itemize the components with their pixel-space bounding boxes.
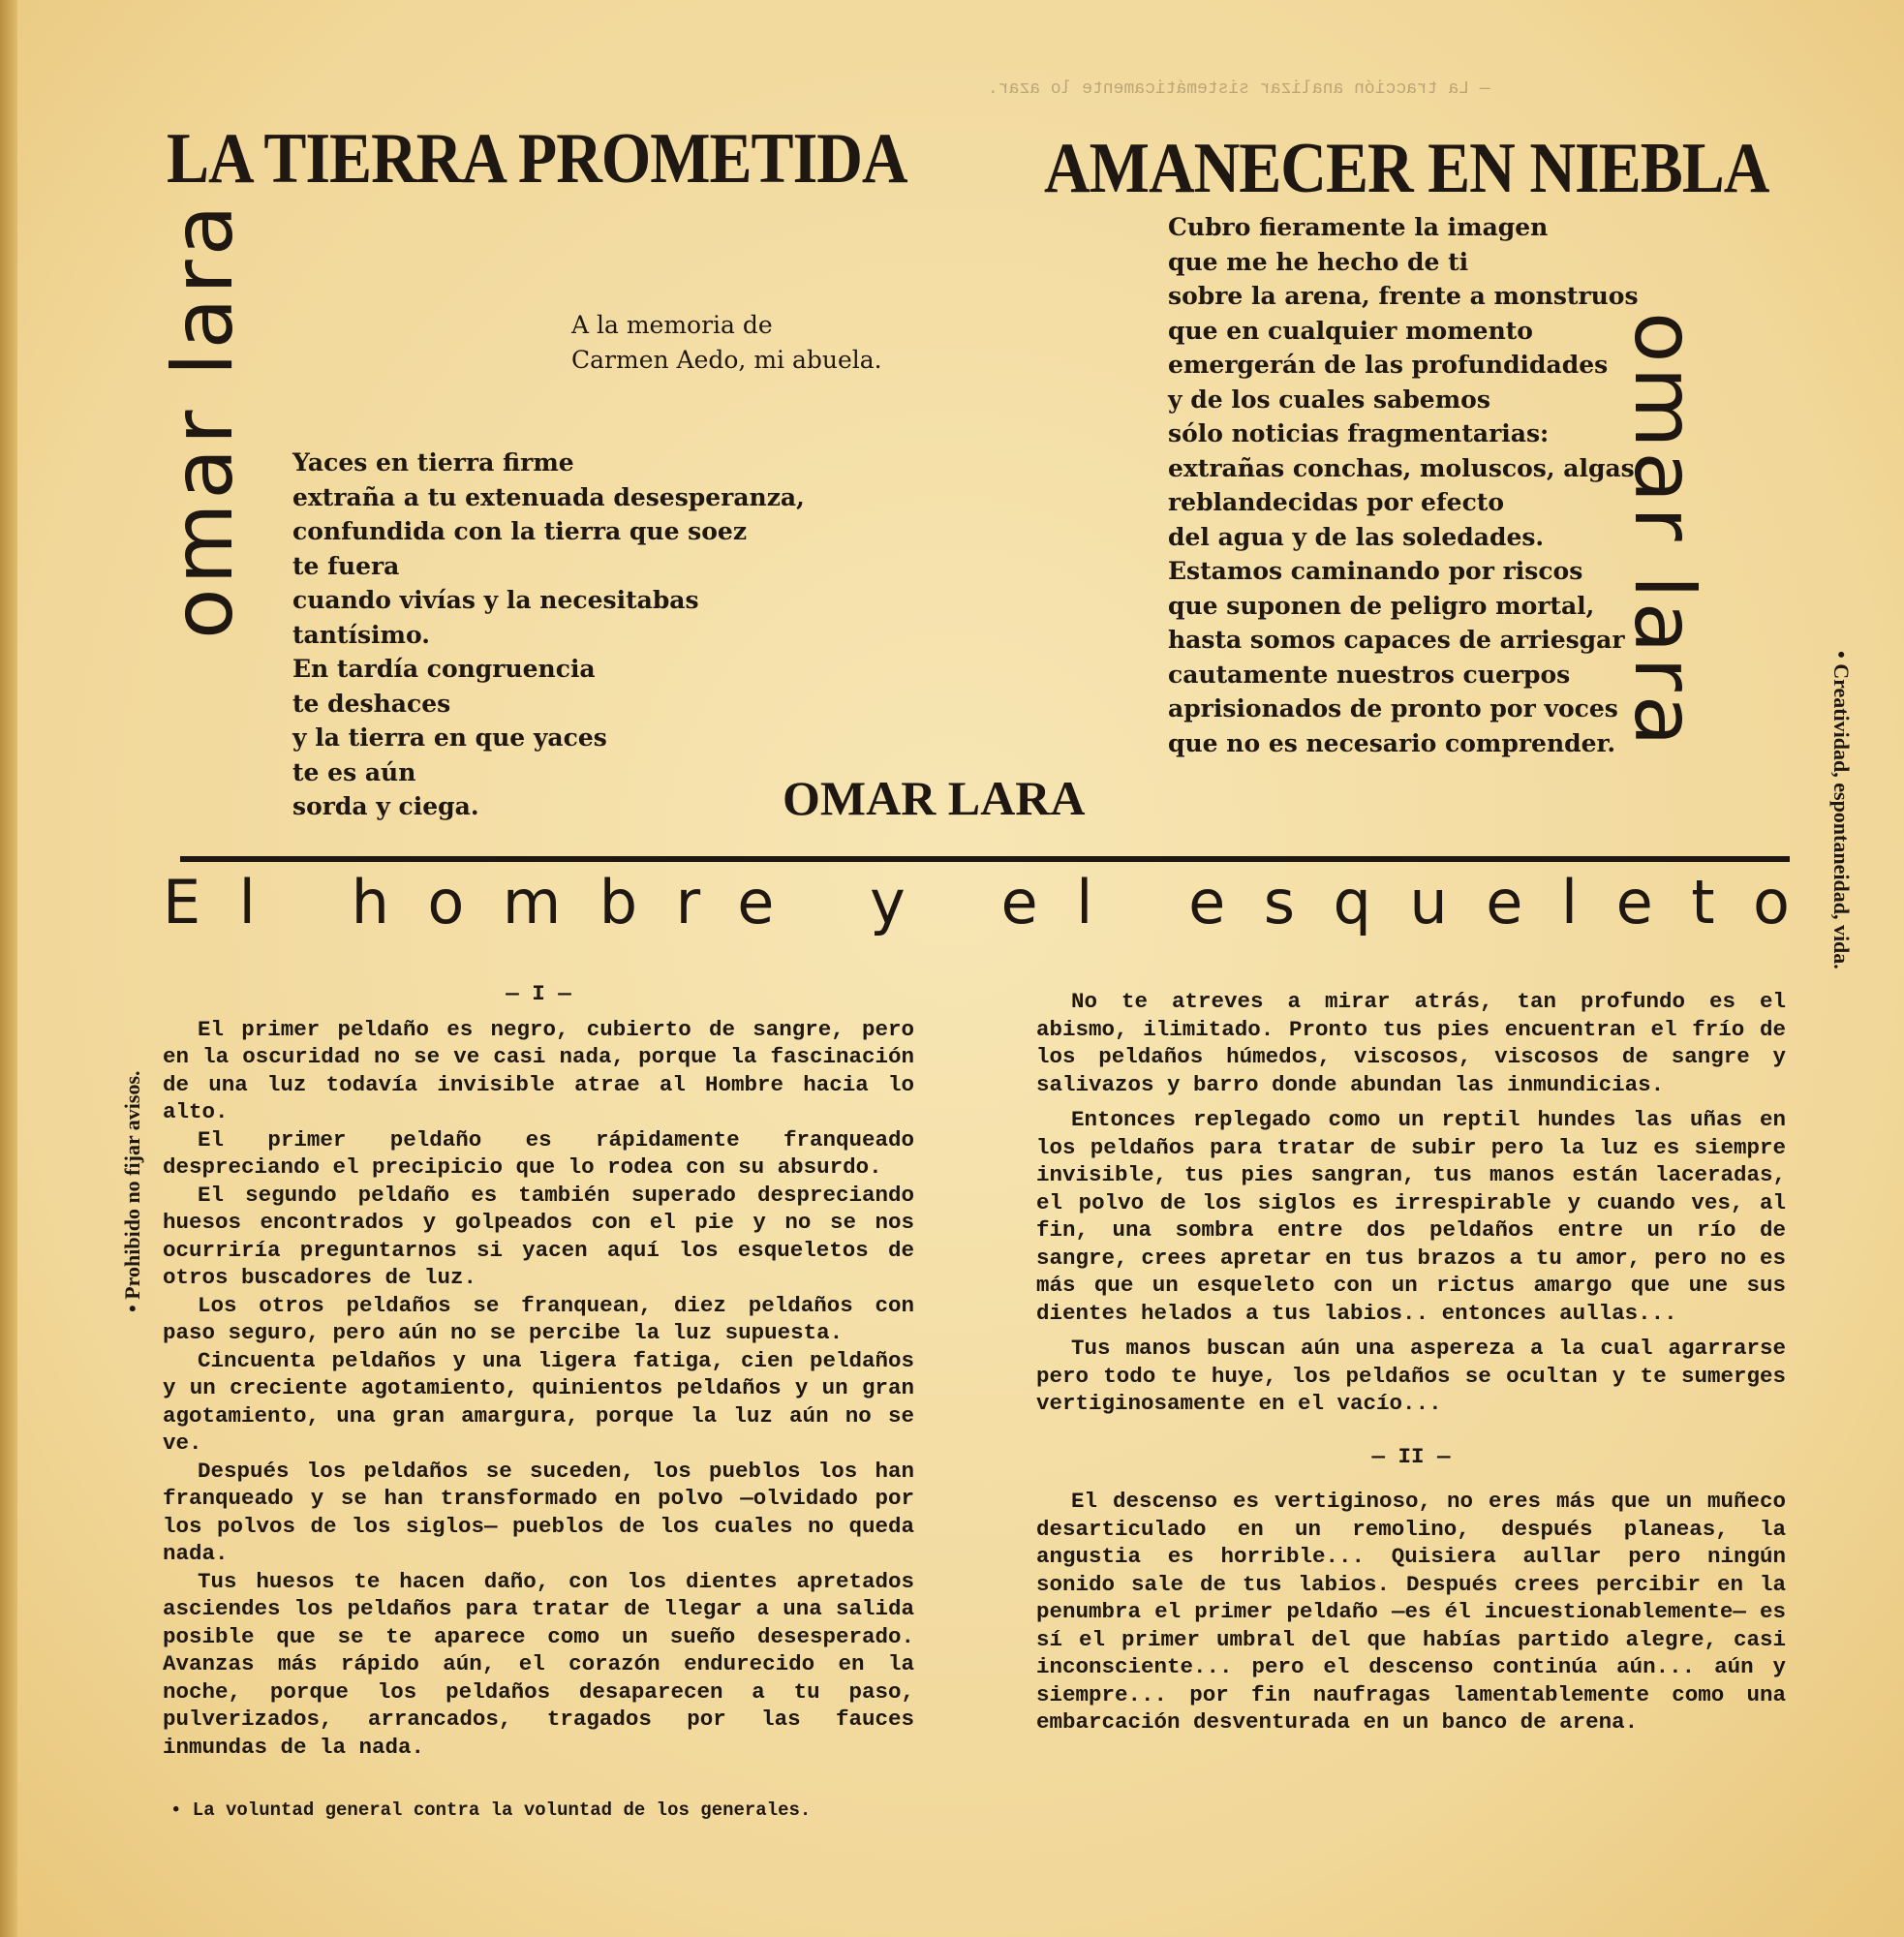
story-paragraph: Cincuenta peldaños y una ligera fatiga, cien peldaños y un creciente agotamiento, quinientos peldaños y un gran agotamiento, una gran amargura, porque la luz aún no se ve. xyxy=(163,1347,914,1456)
poem-line: cuando vivías y la necesitabas xyxy=(292,586,699,614)
story-column-right xyxy=(1036,988,1786,1737)
poem-line: sólo noticias fragmentarias: xyxy=(1168,419,1550,447)
poem-line: sobre la arena, frente a monstruos xyxy=(1168,282,1639,310)
poem-line: Cubro fieramente la imagen xyxy=(1168,213,1549,241)
poem-line: aprisionados de pronto por voces xyxy=(1168,694,1618,723)
story-paragraph: El primer peldaño es negro, cubierto de sangre, pero en la oscuridad no se ve casi nada, porque la fascinación de una luz todavía invisible atrae al Hombre hacia lo alto. xyxy=(163,1016,914,1124)
section-heading-i: — I — xyxy=(506,981,571,1006)
poem-line: te deshaces xyxy=(292,689,451,718)
poem-line: te es aún xyxy=(292,757,416,786)
story-paragraph: Tus huesos te hacen daño, con los dientes apretados asciendes los peldaños para tratar de llegar a una salida posible que se te aparece como un sueño desesperado. Avanzas más rápido aún, el corazón endurecido en la noche, porque los peldaños desaparecen a tu paso, pulverizados, arrancados, tragados por las fauces inmundas de la nada. xyxy=(163,1568,914,1760)
side-note-left: • Prohibido no fijar avisos. xyxy=(120,1070,144,1312)
poem-line: sorda y ciega. xyxy=(292,792,479,820)
story-paragraph: Tus manos buscan aún una aspereza a la cual agarrarse pero todo te huye, los peldaños se ocultan y te sumerges vertiginosamente en el vacío... xyxy=(1036,1336,1786,1416)
poem-line: hasta somos capaces de arriesgar xyxy=(1168,626,1625,654)
story-paragraph: El segundo peldaño es también superado despreciando huesos encontrados y golpeados con el pie y no se nos ocurriría preguntarnos si yacen aquí los esqueletos de otros buscadores de luz. xyxy=(163,1182,914,1290)
poem-line: emergerán de las profundidades xyxy=(1168,351,1609,379)
poem-line: que suponen de peligro mortal, xyxy=(1168,591,1595,620)
story-paragraph: El primer peldaño es rápidamente franqueado despreciando el precipicio que lo rodea con su absurdo. xyxy=(163,1126,914,1180)
story-paragraph: El descenso es vertiginoso, no eres más que un muñeco desarticulado en un remolino, después planeas, la angustia es horrible... Quisiera aullar pero ningún sonido sale de tus labios. Después crees percibir en la penumbra el primer peldaño —es él incuestionablemente— es sí el primer umbral del que habías partido alegre, casi inconsciente... pero el descenso continúa aún... aún y siempre... por fin naufragas lamentablemente como una embarcación desventurada en un banco de arena. xyxy=(1036,1489,1786,1735)
left-poem-body xyxy=(292,446,805,824)
poem-line: y de los cuales sabemos xyxy=(1168,384,1490,414)
section-heading-ii: — II — xyxy=(1371,1443,1451,1469)
story-paragraph: No te atreves a mirar atrás, tan profundo es el abismo, ilimitado. Pronto tus pies encuentran el frío de los peldaños húmedos, viscosos, viscosos de sangre y salivazos y barro donde abundan las inmundicias. xyxy=(1036,989,1786,1097)
dedication xyxy=(571,308,882,378)
story-column-left xyxy=(163,980,914,1761)
right-poem-body xyxy=(1168,210,1639,760)
poem-line: que en cualquier momento xyxy=(1168,316,1533,345)
right-poem-title: AMANECER EN NIEBLA xyxy=(1044,129,1769,208)
poem-line: y la tierra en que yaces xyxy=(292,723,607,752)
poem-line: extraña a tu extenuada desesperanza, xyxy=(292,482,805,511)
section-divider xyxy=(180,856,1790,862)
left-poem-title: LA TIERRA PROMETIDA xyxy=(167,119,907,199)
poem-line: extrañas conchas, moluscos, algas xyxy=(1168,453,1635,482)
poem-line: que me he hecho de ti xyxy=(1168,247,1469,276)
page-edge xyxy=(0,0,17,1937)
dedication-line: A la memoria de xyxy=(571,311,773,339)
story-title: El hombre y el esqueleto xyxy=(163,867,1828,938)
right-vertical-author: omar lara xyxy=(1615,312,1712,751)
author-signature: OMAR LARA xyxy=(783,771,1086,825)
story-paragraph: Después los peldaños se suceden, los pueblos los han franqueado y se han transformado en polvo —olvidado por los polvos de los siglos— pueblos de los cuales no queda nada. xyxy=(163,1458,914,1566)
dedication-line: Carmen Aedo, mi abuela. xyxy=(571,346,882,374)
poem-line: reblandecidas por efecto xyxy=(1168,488,1505,516)
poem-line: Yaces en tierra firme xyxy=(292,448,574,477)
poem-line: cautamente nuestros cuerpos xyxy=(1168,660,1571,689)
story-paragraph: Entonces replegado como un reptil hundes las uñas en los peldaños para tratar de subir pero la luz es siempre invisible, tus pies sangran, tus manos están laceradas, el polvo de los siglos es irrespirable y cuando ves, al fin, una sombra entre dos peldaños entre un río de sangre, crees apretar en tus brazos a tu amor, pero no es más que un esqueleto con un rictus amargo que une sus dientes helados a tus labios.. entonces aullas... xyxy=(1036,1107,1786,1326)
poem-line: que no es necesario comprender. xyxy=(1168,728,1616,757)
poem-line: tantísimo. xyxy=(292,620,430,649)
footnote: • La voluntad general contra la voluntad de los generales. xyxy=(170,1799,812,1821)
side-note-right: • Creatividad, espontaneidad, vida. xyxy=(1829,651,1854,969)
bleed-through-header: — La tracción analizar sistemáticamente lo azar. xyxy=(988,79,1490,99)
poem-line: te fuera xyxy=(292,551,400,580)
left-vertical-author: omar lara xyxy=(155,200,252,639)
poem-line: del agua y de las soledades. xyxy=(1168,522,1545,551)
story-paragraph: Los otros peldaños se franquean, diez peldaños con paso seguro, pero aún no se percibe la luz supuesta. xyxy=(163,1292,914,1345)
poem-line: En tardía congruencia xyxy=(292,655,596,683)
poem-line: confundida con la tierra que soez xyxy=(292,517,748,545)
poem-line: Estamos caminando por riscos xyxy=(1168,557,1583,585)
